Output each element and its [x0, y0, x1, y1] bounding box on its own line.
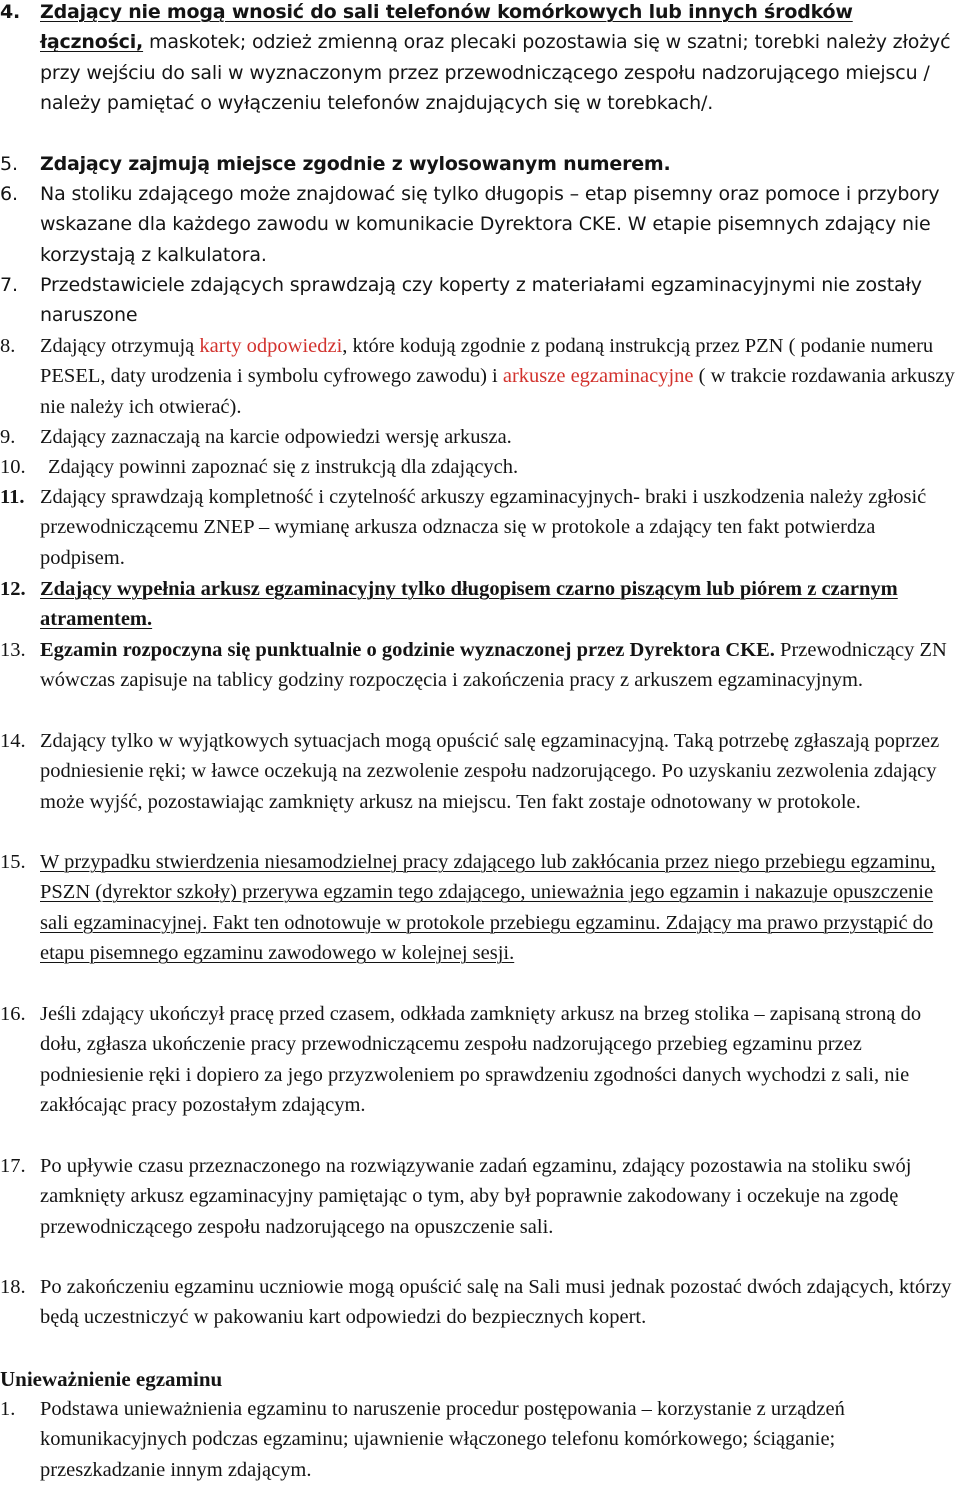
item-number: 10. [0, 456, 26, 478]
item-text: W przypadku stwierdzenia niesamodzielnej pracy zdającego lub zakłócania przez niego przebiegu egzaminu, PSZN (dyrektor szkoły) przerywa egzamin tego zdającego, unieważnia jego egzamin i nakazuje opuszczenie sali egzaminacyjnej. Fakt ten odnotowuje w protokole przebiegu egzaminu. Zdający ma prawo przystąpić do etapu pisemnego egzaminu zawodowego w kolejnej sesji. [40, 851, 936, 965]
item-number: 4. [0, 1, 21, 23]
highlighted-term: arkusze egzaminacyjne [502, 365, 694, 388]
item-text: Zdający wypełnia arkusz egzaminacyjny tylko długopisem czarno piszącym lub piórem z czarnym atramentem. [40, 578, 898, 631]
item-text-part: , które kodują zgodnie z podaną instrukcją przez PZN ( podanie numeru PESEL, daty urodzenia i symbolu cyfrowego zawodu) i [40, 335, 934, 388]
item-number: 1. [0, 1398, 16, 1420]
item-text: Po upływie czasu przeznaczonego na rozwiązywanie zadań egzaminu, zdający pozostawia na stoliku swój zamknięty arkusz egzaminacyjny pamiętając o tym, aby był poprawnie zakodowany i oczekuje na zgodę przewodniczącego zespołu nadzorującego na opuszczenie sali. [40, 1155, 912, 1238]
item-number: 9. [0, 426, 16, 448]
item-number: 11. [0, 486, 25, 508]
item-text-part: Zdający otrzymują [40, 335, 200, 357]
item-text: Na stoliku zdającego może znajdować się tylko długopis – etap pisemny oraz pomoce i przybory wskazane dla każdego zawodu w komunikacie Dyrektora CKE. W etapie pisemnych zdający nie korzystają z kalkulatora. [40, 183, 940, 266]
item-number: 14. [0, 730, 26, 752]
item-number: 7. [0, 274, 18, 296]
item-text: Zdający zajmują miejsce zgodnie z wylosowanym numerem. [40, 153, 671, 175]
item-number: 12. [0, 578, 26, 600]
item-text: Po zakończeniu egzaminu uczniowie mogą opuścić salę na Sali musi jednak pozostać dwóch zdających, którzy będą uczestniczyć w pakowaniu kart odpowiedzi do bezpiecznych kopert. [40, 1276, 952, 1329]
item-text: Zdający powinni zapoznać się z instrukcją dla zdających. [48, 456, 519, 478]
item-number: 18. [0, 1276, 26, 1298]
section-heading: Unieważnienie egzaminu [0, 1367, 223, 1391]
item-number: 5. [0, 153, 18, 175]
item-number: 16. [0, 1003, 26, 1025]
item-text: Podstawa unieważnienia egzaminu to naruszenie procedur postępowania – korzystanie z urządzeń komunikacyjnych podczas egzaminu; ujawnienie włączonego telefonu komórkowego; ściąganie; przeszkadzanie innym zdającym. [40, 1398, 845, 1481]
bold-text: Egzamin rozpoczyna się punktualnie o godzinie wyznaczonej przez Dyrektora CKE. [40, 639, 775, 661]
item-number: 6. [0, 183, 18, 205]
bold-underlined-text: Zdający nie mogą wnosić do sali telefonów komórkowych lub innych środków łączności, [40, 1, 853, 54]
item-text-rest: Przewodniczący ZN wówczas zapisuje na tablicy godziny rozpoczęcia i zakończenia pracy z arkuszem egzaminacyjnym. [40, 639, 947, 692]
item-text: Zdający sprawdzają kompletność i czytelność arkuszy egzaminacyjnych- braki i uszkodzenia należy zgłosić przewodniczącemu ZNEP – wymianę arkusza odznacza się w protokole a zdający ten fakt potwierdza podpisem. [40, 486, 927, 569]
item-text: Jeśli zdający ukończył pracę przed czasem, odkłada zamknięty arkusz na brzeg stolika – zapisaną stroną do dołu, zgłasza ukończenie pracy przewodniczącemu zespołu nadzorującego przebieg egzaminu przez podniesienie ręki i dopiero za jego przyzwoleniem po sprawdzeniu zgodności danych wychodzi z sali, nie zakłócając pracy pozostałym zdającym. [40, 1003, 922, 1117]
item-text: Zdający tylko w wyjątkowych sytuacjach mogą opuścić salę egzaminacyjną. Taką potrzebę zgłaszają poprzez podniesienie ręki; w ławce oczekują na zezwolenie zespołu nadzorującego. Po uzyskaniu zezwolenia zdający może wyjść, pozostawiając zamknięty arkusz na miejscu. Ten fakt zostaje odnotowany w protokole. [40, 730, 940, 813]
item-number: 17. [0, 1155, 26, 1177]
item-number: 8. [0, 335, 16, 357]
item-number: 15. [0, 851, 26, 873]
item-text-part: ( w trakcie rozdawania arkuszy nie należy ich otwierać). [40, 365, 955, 418]
item-number: 13. [0, 639, 26, 661]
item-text: Zdający zaznaczają na karcie odpowiedzi wersję arkusza. [40, 426, 512, 448]
item-text: Przedstawiciele zdających sprawdzają czy koperty z materiałami egzaminacyjnymi nie zostały naruszone [40, 274, 922, 327]
item-text [40, 635, 958, 696]
item-text [40, 0, 960, 119]
highlighted-term: karty odpowiedzi [199, 335, 343, 357]
item-text-rest: maskotek; odzież zmienną oraz plecaki pozostawia się w szatni; torebki należy złożyć przy wejściu do sali w wyznaczonym przez przewodniczącego zespołu nadzorującego miejscu / należy pamiętać o wyłączeniu telefonów znajdujących się w torebkach/. [40, 31, 951, 115]
item-text [40, 331, 958, 422]
